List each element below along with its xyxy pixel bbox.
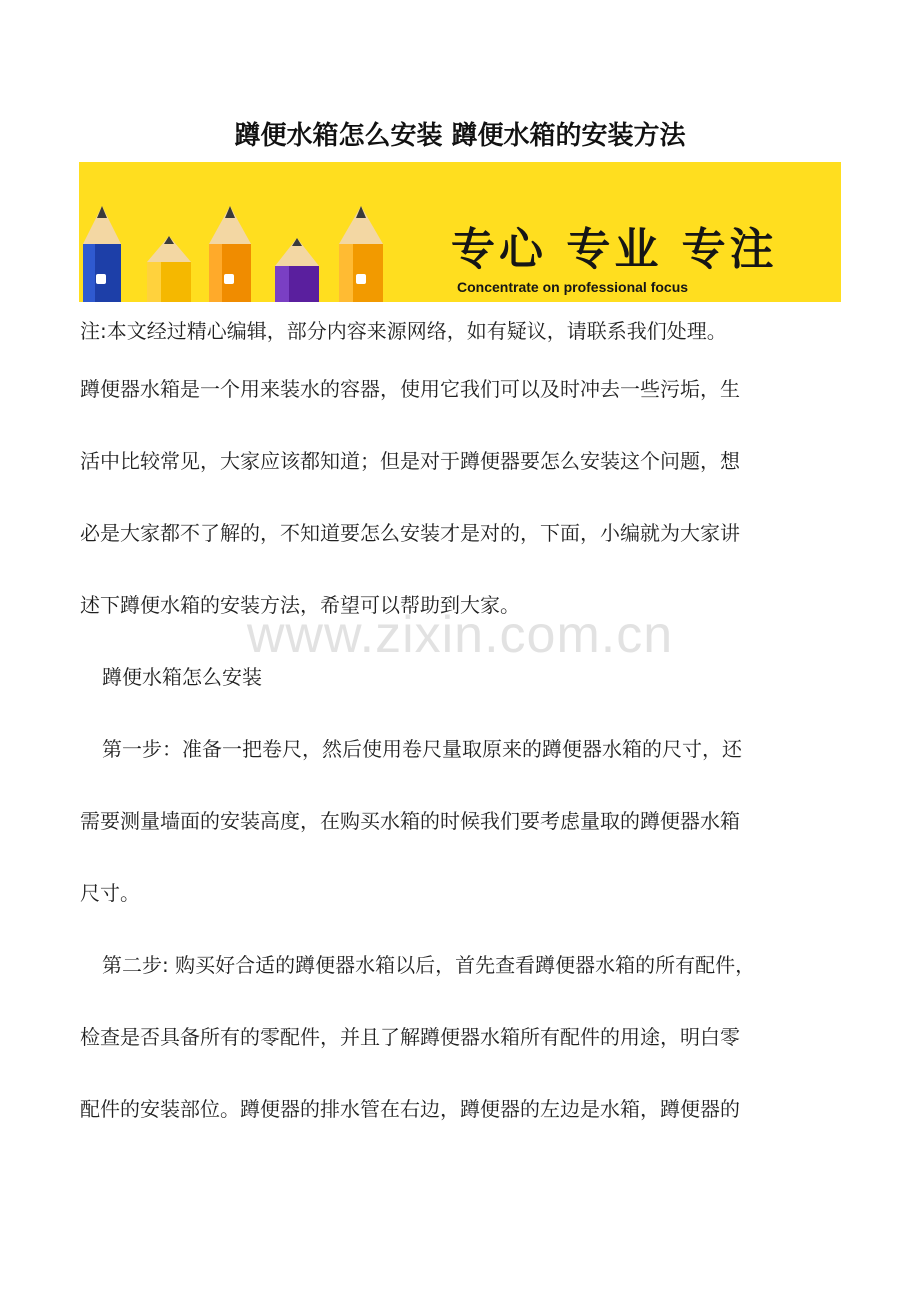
paragraph-line: 第二步: 购买好合适的蹲便器水箱以后，首先查看蹲便器水箱的所有配件， — [102, 953, 756, 977]
banner-slogan-cn: 专心 专业 专注 — [451, 224, 778, 275]
paragraph-line: 检查是否具备所有的零配件，并且了解蹲便器水箱所有配件的用途，明白零 — [80, 1025, 740, 1049]
paragraph-line: 活中比较常见，大家应该都知道；但是对于蹲便器要怎么安装这个问题，想 — [80, 449, 740, 473]
watermark: www.zixin.com.cn — [246, 606, 674, 664]
paragraph-line: 需要测量墙面的安装高度，在购买水箱的时候我们要考虑量取的蹲便器水箱 — [80, 809, 740, 833]
document-title: 蹲便水箱怎么安装 蹲便水箱的安装方法 — [234, 121, 686, 151]
section-heading: 蹲便水箱怎么安装 — [102, 665, 262, 689]
banner-image — [79, 162, 841, 302]
paragraph-line: 述下蹲便水箱的安装方法，希望可以帮助到大家。 — [80, 593, 520, 617]
paragraph-line: 尺寸。 — [80, 881, 140, 905]
paragraph-line: 必是大家都不了解的，不知道要怎么安装才是对的，下面，小编就为大家讲 — [80, 521, 740, 545]
note-line: 注:本文经过精心编辑，部分内容来源网络，如有疑议，请联系我们处理。 — [80, 319, 727, 343]
paragraph-line: 第一步：准备一把卷尺，然后使用卷尺量取原来的蹲便器水箱的尺寸，还 — [102, 737, 742, 761]
paragraph-line: 配件的安装部位。蹲便器的排水管在右边，蹲便器的左边是水箱，蹲便器的 — [80, 1097, 740, 1121]
banner-slogan-en: Concentrate on professional focus — [457, 279, 689, 295]
paragraph-line: 蹲便器水箱是一个用来装水的容器，使用它我们可以及时冲去一些污垢，生 — [80, 377, 740, 401]
